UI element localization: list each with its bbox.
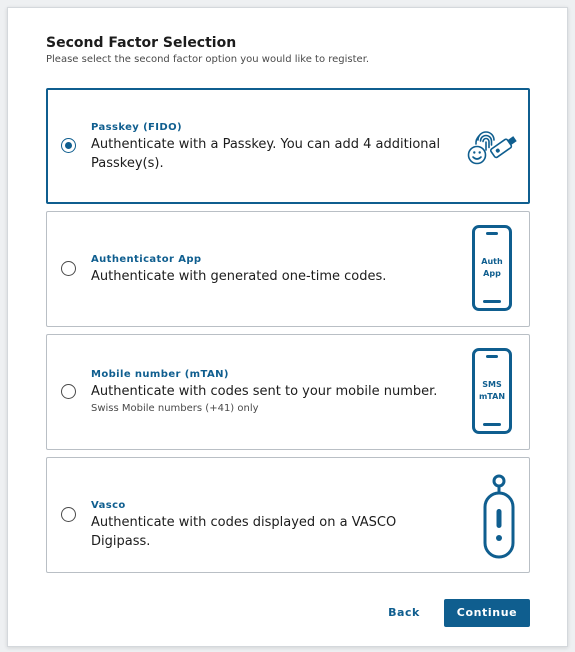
phone-homebar bbox=[483, 300, 501, 303]
phone-icon bbox=[472, 225, 512, 311]
phone-icon-text: Auth App bbox=[481, 257, 503, 278]
option-mobile-mtan-text bbox=[91, 368, 449, 414]
option-passkey[interactable] bbox=[46, 88, 530, 204]
option-vasco-text bbox=[91, 499, 449, 551]
option-description: Authenticate with codes sent to your mobile number. bbox=[91, 384, 438, 399]
option-authenticator-app[interactable] bbox=[46, 211, 530, 327]
second-factor-panel bbox=[7, 7, 568, 647]
phone-speaker bbox=[486, 232, 498, 235]
radio-selected-dot bbox=[65, 142, 72, 149]
option-passkey-text bbox=[91, 121, 448, 173]
option-label: Mobile number (mTAN) bbox=[91, 369, 229, 380]
page-title: Second Factor Selection bbox=[46, 35, 237, 51]
phone-speaker bbox=[486, 355, 498, 358]
phone-homebar bbox=[483, 423, 501, 426]
phone-icon-text: SMS mTAN bbox=[478, 380, 506, 401]
option-label: Vasco bbox=[91, 500, 126, 511]
option-description: Authenticate with generated one-time codes. bbox=[91, 269, 387, 284]
page-subtitle: Please select the second factor option you would like to register. bbox=[46, 54, 370, 65]
option-note: Swiss Mobile numbers (+41) only bbox=[91, 403, 259, 414]
continue-button[interactable]: Continue bbox=[444, 599, 530, 627]
option-label: Passkey (FIDO) bbox=[91, 122, 182, 133]
option-description: Authenticate with a Passkey. You can add 4 additional Passkey(s). bbox=[91, 137, 441, 171]
option-mobile-mtan[interactable] bbox=[46, 334, 530, 450]
digipass-token-icon bbox=[479, 472, 519, 566]
option-authenticator-app-text bbox=[91, 253, 449, 286]
radio-vasco[interactable] bbox=[61, 507, 76, 522]
radio-authenticator-app[interactable] bbox=[61, 261, 76, 276]
passkey-fingerprint-usb-icon bbox=[466, 128, 518, 170]
option-description: Authenticate with codes displayed on a VASCO Digipass. bbox=[91, 515, 397, 549]
radio-mobile-mtan[interactable] bbox=[61, 384, 76, 399]
phone-icon bbox=[472, 348, 512, 434]
option-label: Authenticator App bbox=[91, 254, 202, 265]
radio-passkey[interactable] bbox=[61, 138, 76, 153]
option-vasco[interactable] bbox=[46, 457, 530, 573]
back-button[interactable]: Back bbox=[388, 606, 420, 619]
